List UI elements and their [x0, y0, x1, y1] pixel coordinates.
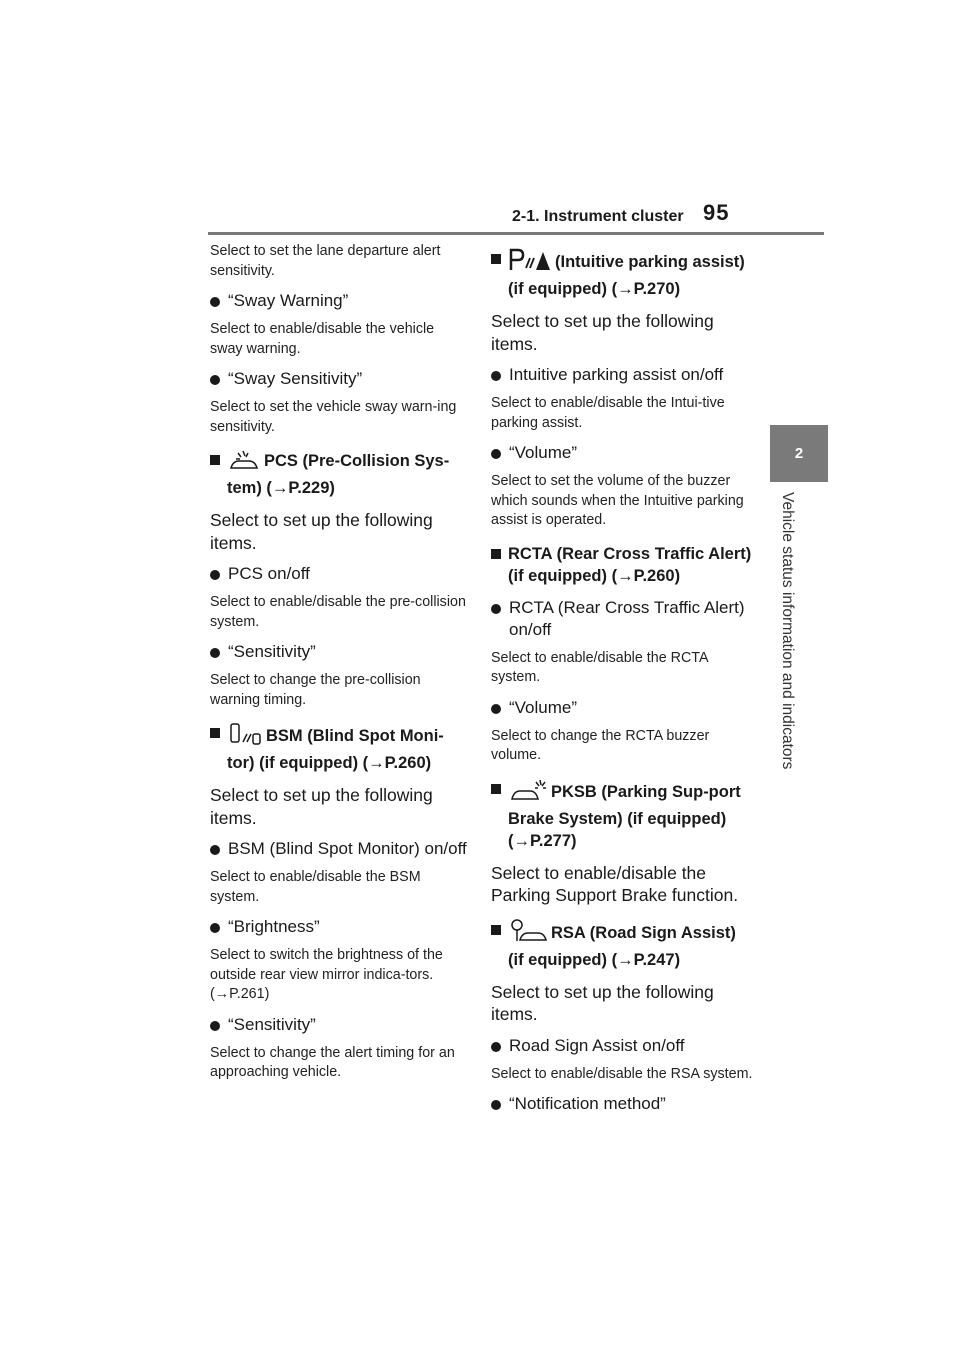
page-number: 95 [703, 200, 730, 225]
square-bullet-icon [210, 455, 220, 465]
bullet-icon [491, 449, 501, 459]
item-brightness: “Brightness” [210, 916, 468, 938]
item-rcta-volume: “Volume” [491, 697, 753, 719]
right-column [491, 242, 753, 1123]
bullet-icon [210, 1021, 220, 1031]
note-sway-sensitivity: Select to set the vehicle sway warn-ing sensitivity. [210, 399, 457, 435]
square-bullet-icon [210, 728, 220, 738]
item-rsa-onoff: Road Sign Assist on/off [491, 1035, 753, 1057]
square-bullet-icon [491, 254, 501, 264]
item-ipa-volume: “Volume” [491, 442, 753, 464]
heading-intuitive-parking-assist: (Intuitive parking assist) (if equipped) (→P.270) [491, 248, 753, 300]
bullet-icon [491, 1042, 501, 1052]
bullet-icon [210, 297, 220, 307]
note-sway-warning: Select to enable/disable the vehicle sway warning. [210, 321, 435, 357]
item-ipa-onoff: Intuitive parking assist on/off [491, 364, 753, 386]
bullet-icon [491, 371, 501, 381]
pksb-intro: Select to enable/disable the Parking Support Brake function. [491, 862, 739, 905]
pcs-intro: Select to set up the following items. [210, 510, 433, 553]
square-bullet-icon [491, 549, 501, 559]
bsm-intro: Select to set up the following items. [210, 785, 433, 828]
heading-pcs: PCS (Pre-Collision Sys-tem) (→P.229) [210, 449, 468, 499]
note-pcs-onoff: Select to enable/disable the pre-collision system. [210, 594, 466, 630]
heading-bsm: BSM (Blind Spot Moni-tor) (if equipped) (→P.260) [210, 722, 468, 774]
bullet-icon [210, 845, 220, 855]
note-rsa-onoff: Select to enable/disable the RSA system. [491, 1065, 753, 1082]
item-pcs-sensitivity: “Sensitivity” [210, 641, 468, 663]
note-brightness: Select to switch the brightness of the outside rear view mirror indica-tors. (→P.261) [210, 947, 443, 1002]
rsa-icon [508, 919, 548, 949]
note-ipa-onoff: Select to enable/disable the Intui-tive parking assist. [491, 395, 725, 431]
bullet-icon [491, 604, 501, 614]
bullet-icon [210, 648, 220, 658]
chapter-tab [770, 425, 828, 482]
item-bsm-sensitivity: “Sensitivity” [210, 1014, 468, 1036]
header-title: 2-1. Instrument cluster [512, 208, 684, 225]
square-bullet-icon [491, 784, 501, 794]
note-bsm-sensitivity: Select to change the alert timing for an approaching vehicle. [210, 1044, 455, 1080]
left-column [210, 242, 468, 1092]
heading-rsa: RSA (Road Sign Assist) (if equipped) (→P.247) [491, 919, 753, 971]
bullet-icon [491, 1100, 501, 1110]
heading-pksb: PKSB (Parking Sup-port Brake System) (if equipped) (→P.277) [491, 778, 753, 852]
bullet-icon [491, 704, 501, 714]
bullet-icon [210, 923, 220, 933]
note-bsm-onoff: Select to enable/disable the BSM system. [210, 869, 421, 905]
header-rule [208, 232, 824, 235]
item-rcta-onoff: RCTA (Rear Cross Traffic Alert) on/off [491, 597, 753, 641]
item-sway-sensitivity: “Sway Sensitivity” [210, 368, 468, 390]
heading-rcta: RCTA (Rear Cross Traffic Alert) (if equipped) (→P.260) [491, 543, 753, 587]
item-bsm-onoff: BSM (Blind Spot Monitor) on/off [210, 838, 468, 860]
item-sway-warning: “Sway Warning” [210, 290, 468, 312]
rsa-intro: Select to set up the following items. [491, 981, 714, 1024]
item-rsa-notification: “Notification method” [491, 1093, 753, 1115]
square-bullet-icon [491, 925, 501, 935]
note-pcs-sensitivity: Select to change the pre-collision warning timing. [210, 672, 421, 708]
note-lane-sensitivity: Select to set the lane departure alert sensitivity. [210, 243, 441, 279]
ipa-intro: Select to set up the following items. [491, 311, 714, 354]
chapter-title: Vehicle status information and indicators [779, 492, 796, 770]
pcs-icon [227, 449, 261, 477]
note-ipa-volume: Select to set the volume of the buzzer which sounds when the Intuitive parking assist is operated. [491, 473, 744, 528]
bullet-icon [210, 375, 220, 385]
note-rcta-onoff: Select to enable/disable the RCTA system. [491, 649, 708, 685]
chapter-number: 2 [794, 445, 804, 462]
bullet-icon [210, 570, 220, 580]
pksb-icon [508, 778, 548, 808]
parking-assist-icon [508, 248, 552, 278]
item-pcs-onoff: PCS on/off [210, 563, 468, 585]
bsm-icon [227, 722, 263, 752]
note-rcta-volume: Select to change the RCTA buzzer volume. [491, 727, 710, 763]
